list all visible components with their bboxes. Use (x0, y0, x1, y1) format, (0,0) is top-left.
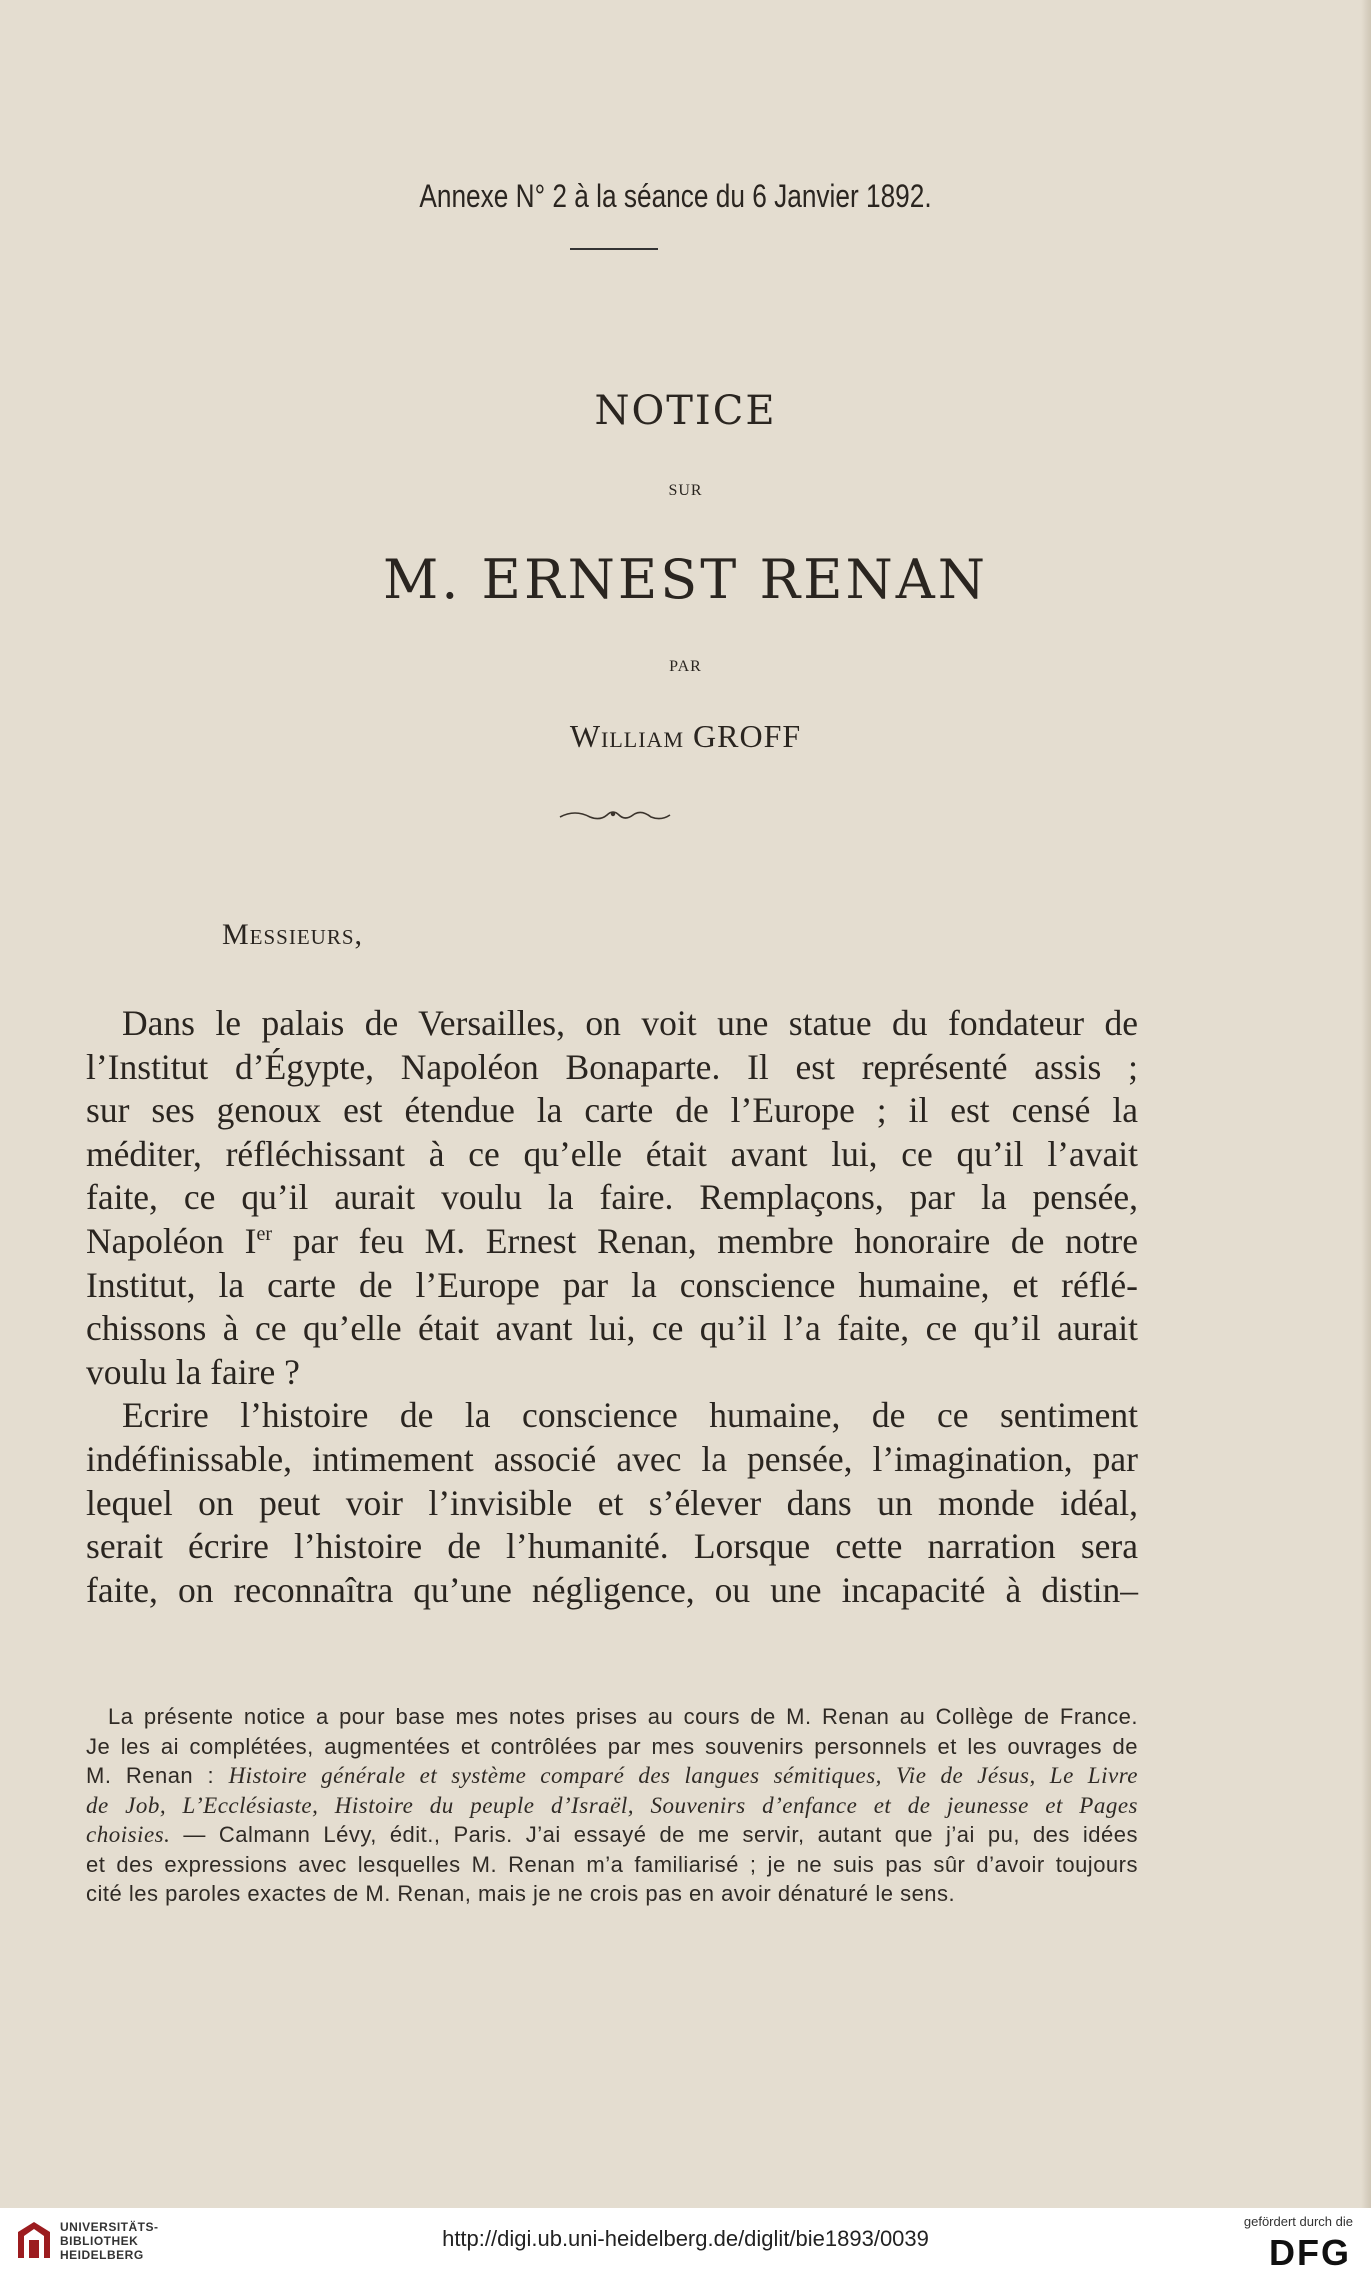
ordinal-superscript: er (256, 1223, 273, 1246)
library-name-line: BIBLIOTHEK (60, 2234, 139, 2248)
footnote-line: cité les paroles exactes de M. Renan, mais je ne crois pas en avoir dénaturé le sens. (86, 1881, 956, 1906)
body-line: faite, on reconnaîtra qu’une négligence, ou une incapacité à distin– (86, 1569, 1138, 1610)
salutation: Messieurs, (222, 918, 364, 951)
dfg-logo: DFG (1269, 2232, 1351, 2273)
footnote-line: et des expressions avec lesquelles M. Renan m’a familiarisé ; je ne suis pas sûr d’avoir toujours (86, 1851, 1138, 1877)
footnote-text: — Calmann Lévy, édit., Paris. J’ai essayé de me servir, autant que j’ai pu, des idées (170, 1822, 1138, 1847)
footnote-titles: de Job, L’Ecclésiaste, Histoire du peuple d’Israël, Souvenirs d’enfance et de jeunesse et Pages (86, 1792, 1138, 1818)
footnote-line (86, 1791, 1138, 1821)
body-line: lequel on peut voir l’invisible et s’élever dans un monde idéal, (86, 1482, 1138, 1523)
footnote-line (86, 1820, 1138, 1850)
footnote (86, 1702, 1138, 1909)
title-notice: NOTICE (594, 388, 777, 434)
header-rule (570, 248, 658, 250)
author-first-name: William (569, 718, 685, 754)
fleuron-ornament-icon (555, 805, 675, 825)
footnote-titles: Histoire générale et système comparé des langues sémitiques, Vie de Jésus, Le Livre (228, 1763, 1139, 1788)
body-line: voulu la faire ? (86, 1351, 300, 1392)
title-sur: SUR (668, 482, 703, 499)
body-line: l’Institut d’Égypte, Napoléon Bonaparte. Il est représenté assis ; (86, 1046, 1138, 1087)
author-name (0, 718, 1371, 755)
body-line: indéfinissable, intimement associé avec la pensée, l’imagination, par (86, 1438, 1138, 1479)
annexe-header: Annexe N° 2 à la séance du 6 Janvier 1892. (419, 178, 932, 214)
funded-by-label: gefördert durch die (1243, 2214, 1353, 2229)
permalink-url[interactable]: http://digi.ub.uni-heidelberg.de/diglit/bie1893/0039 (442, 2226, 929, 2251)
body-text (86, 1002, 1138, 1612)
footnote-line: Je les ai complétées, augmentées et contrôlées par mes souvenirs personnels et les ouvrages de (86, 1733, 1138, 1759)
page-edge (1361, 0, 1371, 2208)
library-name-line: UNIVERSITÄTS- (60, 2220, 159, 2234)
body-line: serait écrire l’histoire de l’humanité. Lorsque cette narration sera (86, 1526, 1138, 1567)
body-line: Dans le palais de Versailles, on voit une statue du fondateur de (122, 1003, 1138, 1043)
napoleon-continued: par feu M. Ernest Renan, membre honoraire de notre (292, 1220, 1138, 1261)
library-name-line: HEIDELBERG (60, 2248, 144, 2262)
body-line: sur ses genoux est étendue la carte de l’Europe ; il est censé la (86, 1090, 1138, 1131)
body-line: chissons à ce qu’elle était avant lui, ce qu’il l’a faite, ce qu’il aurait (86, 1308, 1138, 1349)
footnote-text: M. Renan : (86, 1763, 229, 1788)
title-subject: M. ERNEST RENAN (382, 548, 989, 611)
body-line: méditer, réfléchissant à ce qu’elle était avant lui, ce qu’il l’avait (86, 1133, 1138, 1174)
body-line: faite, ce qu’il aurait voulu la faire. Remplaçons, par la pensée, (86, 1177, 1138, 1218)
body-line: Ecrire l’histoire de la conscience humaine, de ce sentiment (122, 1395, 1138, 1436)
footnote-line: La présente notice a pour base mes notes prises au cours de M. Renan au Collège de France. (108, 1704, 1138, 1729)
napoleon-text: Napoléon I (86, 1220, 257, 1261)
body-line (86, 1220, 1138, 1264)
author-last-name: GROFF (693, 718, 802, 754)
footnote-titles: choisies. (86, 1822, 171, 1847)
footnote-line (86, 1761, 1138, 1791)
title-par: PAR (669, 658, 702, 675)
body-line: Institut, la carte de l’Europe par la conscience humaine, et réflé- (86, 1264, 1138, 1305)
